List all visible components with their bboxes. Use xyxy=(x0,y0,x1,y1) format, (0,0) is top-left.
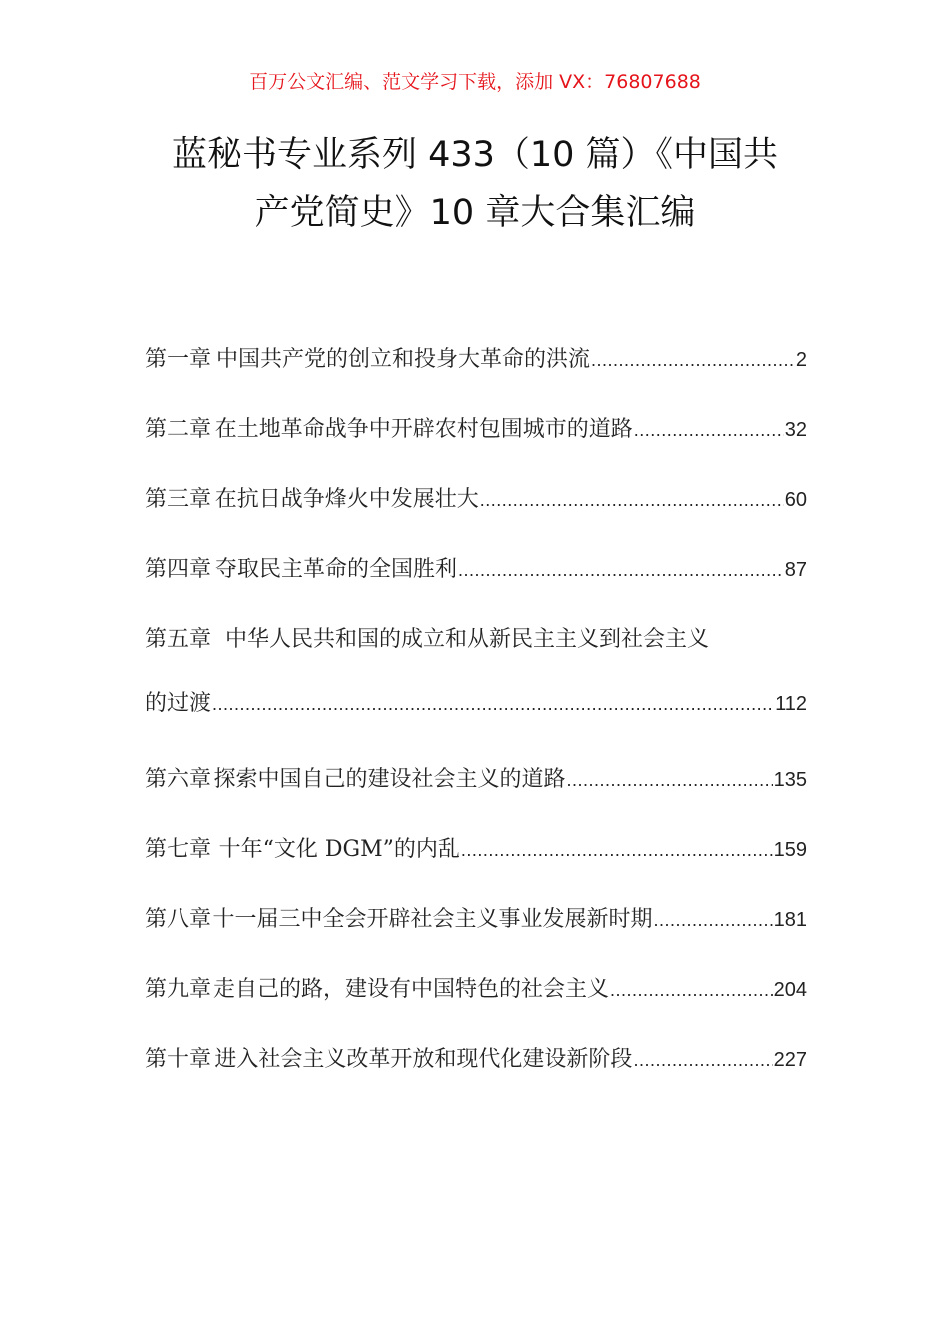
toc-dot-leader xyxy=(458,535,784,605)
toc-chapter-title: 十一届三中全会开辟社会主义事业发展新时期 xyxy=(212,907,653,932)
toc-chapter-label: 第一章 xyxy=(145,347,212,372)
toc-page-number: 181 xyxy=(773,909,807,931)
toc-chapter-title-continued: 的过渡 xyxy=(145,691,212,716)
toc-dot-leader xyxy=(567,745,773,815)
document-title-line-1: 蓝秘书专业系列 433（10 篇）《中国共 xyxy=(171,135,779,175)
toc-chapter-label: 第六章 xyxy=(145,767,212,792)
toc-chapter-title: 走自己的路，建设有中国特色的社会主义 xyxy=(213,977,610,1002)
toc-page-number: 159 xyxy=(773,839,807,861)
toc-page-number: 135 xyxy=(773,769,807,791)
toc-chapter-label: 第三章 xyxy=(145,487,212,512)
toc-page-number: 227 xyxy=(773,1049,807,1071)
toc-entry-chapter-7[interactable] xyxy=(145,815,807,885)
toc-chapter-title: 夺取民主革命的全国胜利 xyxy=(215,557,458,582)
toc-page-number: 2 xyxy=(795,349,807,371)
toc-entry-chapter-2[interactable] xyxy=(145,395,807,465)
toc-chapter-title: 在抗日战争烽火中发展壮大 xyxy=(214,487,479,512)
toc-page-number: 32 xyxy=(784,419,807,441)
toc-chapter-title: 中国共产党的创立和投身大革命的洪流 xyxy=(216,347,591,372)
toc-chapter-label: 第七章 xyxy=(145,837,212,862)
toc-chapter-label: 第九章 xyxy=(145,977,212,1002)
toc-entry-chapter-3[interactable] xyxy=(145,465,807,535)
promo-header-note: 百万公文汇编、范文学习下载，添加 VX：76807688 xyxy=(249,71,701,93)
document-title-line-2: 产党简史》10 章大合集汇编 xyxy=(254,193,696,233)
toc-entry-chapter-8[interactable] xyxy=(145,885,807,955)
toc-page-number: 112 xyxy=(775,693,807,715)
toc-chapter-label: 第五章 xyxy=(145,627,212,652)
toc-chapter-title: 探索中国自己的建设社会主义的道路 xyxy=(213,767,566,792)
toc-dot-leader xyxy=(653,885,772,955)
toc-dot-leader xyxy=(610,955,773,1025)
toc-entry-line-1 xyxy=(145,605,807,675)
toc-entry-chapter-9[interactable] xyxy=(145,955,807,1025)
toc-chapter-title: 十年“文化 DGM”的内乱 xyxy=(218,837,460,862)
toc-dot-leader xyxy=(591,325,795,395)
toc-page-number: 60 xyxy=(784,489,807,511)
toc-page-number: 204 xyxy=(773,979,807,1001)
toc-entry-line-2 xyxy=(145,675,807,745)
toc-dot-leader xyxy=(480,465,784,535)
toc-chapter-label: 第八章 xyxy=(145,907,212,932)
toc-entry-chapter-4[interactable] xyxy=(145,535,807,605)
toc-page-number: 87 xyxy=(784,559,807,581)
table-of-contents xyxy=(145,325,807,1095)
toc-entry-chapter-10[interactable] xyxy=(145,1025,807,1095)
document-title xyxy=(150,126,800,242)
toc-dot-leader xyxy=(634,395,784,465)
toc-dot-leader xyxy=(461,815,773,885)
toc-dot-leader xyxy=(633,1025,772,1095)
toc-chapter-title: 在土地革命战争中开辟农村包围城市的道路 xyxy=(214,417,633,442)
toc-chapter-label: 第十章 xyxy=(145,1047,212,1072)
toc-entry-chapter-6[interactable] xyxy=(145,745,807,815)
toc-chapter-label: 第二章 xyxy=(145,417,212,442)
toc-entry-chapter-5[interactable] xyxy=(145,605,807,745)
toc-chapter-title: 进入社会主义改革开放和现代化建设新阶段 xyxy=(214,1047,633,1072)
toc-chapter-title: 中华人民共和国的成立和从新民主主义到社会主义 xyxy=(225,627,710,652)
toc-dot-leader xyxy=(212,675,774,733)
toc-entry-chapter-1[interactable] xyxy=(145,325,807,395)
toc-chapter-label: 第四章 xyxy=(145,557,212,582)
